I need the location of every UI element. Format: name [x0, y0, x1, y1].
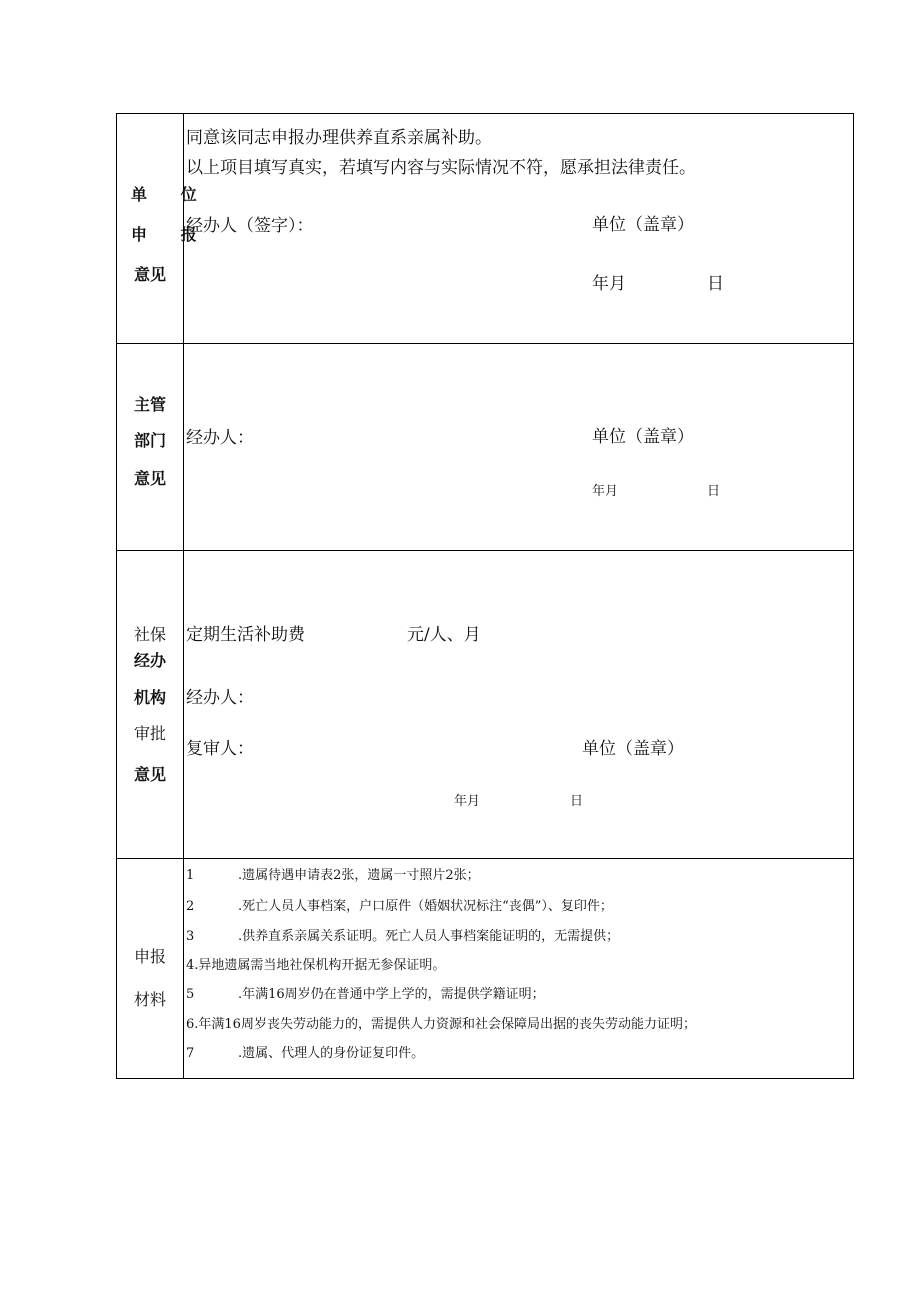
social-security-approval-row: [117, 550, 853, 858]
material-item-text: .遗属、代理人的身份证复印件。: [238, 1046, 425, 1061]
materials-label-line2: 材料: [133, 990, 166, 1009]
material-item: [186, 987, 545, 1003]
social-label-line3: 机构: [133, 688, 166, 707]
reviewer[interactable]: 复审人：: [186, 739, 254, 759]
social-day[interactable]: 日: [570, 794, 584, 809]
unit-opinion-label: [117, 114, 211, 343]
unit-handler-signature[interactable]: 经办人（签字）：: [186, 216, 314, 236]
agree-text: 同意该同志申报办理供养直系亲属补助。: [186, 128, 492, 148]
social-label-line1: 社保: [133, 625, 166, 644]
material-item-number: 1: [186, 868, 195, 883]
subsidy-label: 定期生活补助费: [186, 625, 305, 645]
material-item-number: 5: [186, 987, 195, 1002]
social-label-line5: 意见: [133, 765, 166, 784]
dept-label-line3: 意见: [133, 469, 166, 488]
unit-opinion-content: [184, 114, 853, 343]
dept-opinion-label: [117, 344, 184, 550]
unit-day[interactable]: 日: [707, 274, 724, 294]
unit-year-month[interactable]: 年月: [592, 274, 626, 294]
material-item-number: 6: [186, 1017, 195, 1032]
material-item: [186, 958, 445, 974]
social-label-line4: 审批: [133, 724, 166, 743]
material-item-text: .死亡人员人事档案，户口原件（婚姻状况标注“丧偶”）、复印件；: [238, 899, 613, 914]
dept-label-line2: 部门: [133, 431, 166, 450]
material-item-text: .年满16周岁仍在普通中学上学的，需提供学籍证明；: [238, 987, 545, 1002]
declaration-text: 以上项目填写真实，若填写内容与实际情况不符，愿承担法律责任。: [186, 158, 696, 178]
material-item: [186, 899, 613, 915]
dept-handler[interactable]: 经办人：: [186, 428, 254, 448]
application-form-table: [116, 113, 854, 1079]
material-item-number: 4: [186, 958, 195, 973]
unit-opinion-row: [117, 114, 853, 343]
unit-label-line3: 意见: [133, 265, 166, 284]
material-item-number: 3: [186, 929, 195, 944]
dept-seal[interactable]: 单位（盖章）: [592, 427, 694, 447]
social-year-month[interactable]: 年月: [454, 794, 481, 809]
dept-year-month[interactable]: 年月: [592, 484, 619, 499]
dept-opinion-content: [184, 344, 853, 550]
social-handler[interactable]: 经办人：: [186, 688, 254, 708]
materials-content: [184, 859, 853, 1078]
material-item-number: 7: [186, 1046, 195, 1061]
social-security-label: [117, 551, 184, 858]
social-seal[interactable]: 单位（盖章）: [582, 739, 684, 759]
material-item: [186, 929, 619, 945]
material-item: [186, 1017, 696, 1033]
material-item: [186, 868, 480, 884]
unit-seal[interactable]: 单位（盖章）: [592, 215, 694, 235]
dept-opinion-row: [117, 343, 853, 550]
material-item-number: 2: [186, 899, 195, 914]
material-item-text: .年满16周岁丧失劳动能力的，需提供人力资源和社会保障局出据的丧失劳动能力证明；: [194, 1017, 696, 1032]
social-label-line2: 经办: [133, 651, 166, 670]
dept-day[interactable]: 日: [707, 484, 721, 499]
materials-row: [117, 858, 853, 1078]
unit-label-line1: 单 位: [131, 185, 211, 204]
material-item-text: .供养直系亲属关系证明。死亡人员人事档案能证明的，无需提供；: [238, 929, 620, 944]
material-item-text: .遗属待遇申请表2张，遗属一寸照片2张；: [238, 868, 480, 883]
materials-label: [117, 859, 184, 1078]
subsidy-unit[interactable]: 元/人、月: [407, 625, 481, 645]
unit-label-line2: 申 报: [131, 225, 211, 244]
social-security-content: [184, 551, 853, 858]
material-item: [186, 1046, 424, 1062]
dept-label-line1: 主管: [133, 395, 166, 414]
material-item-text: .异地遗属需当地社保机构开据无参保证明。: [194, 958, 446, 973]
materials-label-line1: 申报: [133, 947, 166, 966]
